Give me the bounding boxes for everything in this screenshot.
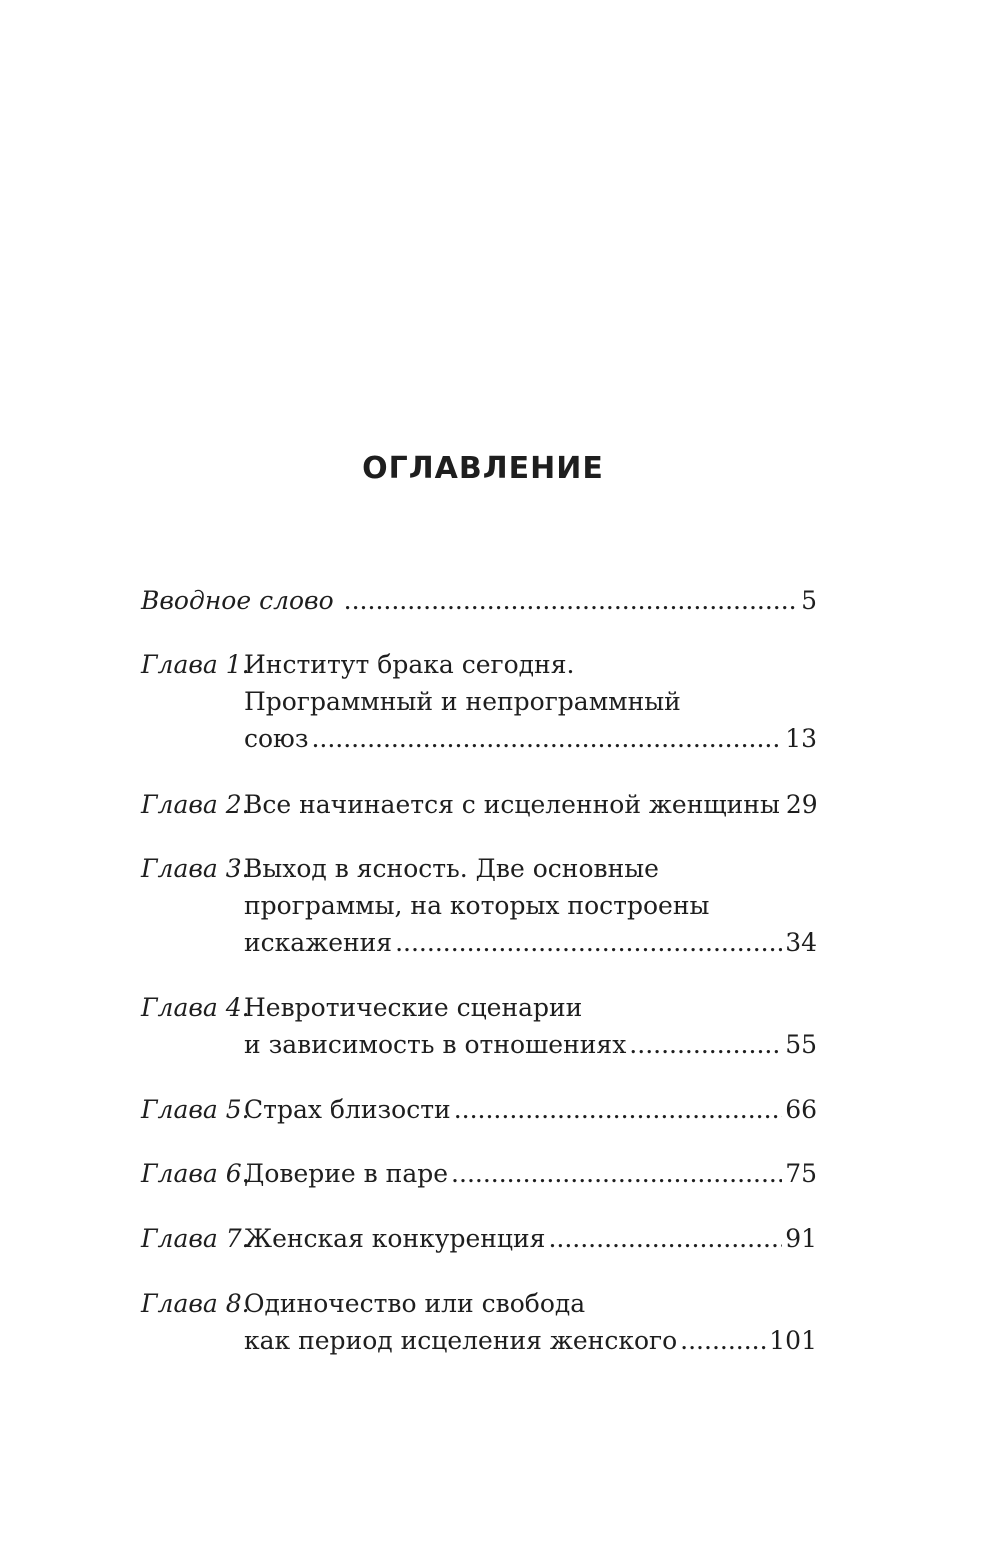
page-number: 34 xyxy=(785,928,817,957)
chapter-prefix: Глава 2. xyxy=(141,790,250,819)
page-number: 101 xyxy=(769,1326,817,1355)
dot-leader xyxy=(451,1155,782,1192)
page-number: 55 xyxy=(785,1030,817,1059)
dot-leader xyxy=(548,1220,782,1257)
chapter-title-line: Женская конкуренция xyxy=(244,1224,546,1253)
chapter-title-line: Страх близости xyxy=(244,1095,451,1124)
dot-leader xyxy=(454,1091,782,1128)
toc-entry-chapter-8[interactable] xyxy=(141,1285,817,1359)
page-number: 91 xyxy=(785,1224,817,1253)
toc-line xyxy=(244,786,817,823)
chapter-title-line: искажения xyxy=(244,928,393,957)
dot-leader xyxy=(629,1026,782,1063)
chapter-prefix: Глава 1. xyxy=(141,650,250,679)
chapter-title-line: Невротические сценарии xyxy=(244,993,583,1022)
toc-line xyxy=(244,1091,817,1128)
toc-entry-body xyxy=(244,850,817,961)
chapter-prefix: Глава 7. xyxy=(141,1224,250,1253)
dot-leader xyxy=(395,924,782,961)
toc-line xyxy=(141,582,817,619)
toc-line xyxy=(244,924,817,961)
toc-line xyxy=(244,1322,817,1359)
toc-entry-chapter-5[interactable] xyxy=(141,1091,817,1128)
chapter-title-line: Выход в ясность. Две основные xyxy=(244,854,659,883)
chapter-title-line: программы, на которых построены xyxy=(244,891,710,920)
page-number: 29 xyxy=(785,790,818,819)
page-number: 13 xyxy=(785,724,817,753)
toc-line xyxy=(244,1026,817,1063)
toc-entry-chapter-4[interactable] xyxy=(141,989,817,1063)
toc-entry-body xyxy=(141,582,817,619)
toc-entry-body xyxy=(244,1091,817,1128)
chapter-title-line: Все начинается с исцеленной женщины xyxy=(244,790,780,819)
chapter-prefix: Глава 3. xyxy=(141,854,250,883)
toc-entry-chapter-3[interactable] xyxy=(141,850,817,961)
chapter-prefix: Глава 6. xyxy=(141,1159,250,1188)
toc-entry-intro[interactable] xyxy=(141,582,817,619)
page-title: ОГЛАВЛЕНИЕ xyxy=(362,451,604,486)
chapter-title-line: Программный и непрограммный xyxy=(244,687,681,716)
dot-leader xyxy=(311,720,782,757)
intro-label: Вводное слово xyxy=(141,586,334,615)
chapter-title-line: и зависимость в отношениях xyxy=(244,1030,627,1059)
chapter-prefix: Глава 8. xyxy=(141,1289,250,1318)
page-number: 5 xyxy=(801,586,817,615)
chapter-prefix: Глава 4. xyxy=(141,993,250,1022)
toc-entry-chapter-1[interactable] xyxy=(141,646,817,757)
toc-entry-body xyxy=(244,1155,817,1192)
toc-entry-body xyxy=(244,1220,817,1257)
toc-line xyxy=(244,720,817,757)
toc-entry-body xyxy=(244,1285,817,1359)
toc-entry-body xyxy=(244,646,817,757)
chapter-title-line: Институт брака сегодня. xyxy=(244,650,575,679)
toc-entry-body xyxy=(244,989,817,1063)
dot-leader xyxy=(680,1322,766,1359)
chapter-title-line: Доверие в паре xyxy=(244,1159,449,1188)
toc-entry-body xyxy=(244,786,817,823)
chapter-prefix: Глава 5. xyxy=(141,1095,250,1124)
page-number: 66 xyxy=(785,1095,817,1124)
chapter-title-line: как период исцеления женского xyxy=(244,1326,678,1355)
page-number: 75 xyxy=(785,1159,817,1188)
toc-line xyxy=(244,1155,817,1192)
toc-entry-chapter-6[interactable] xyxy=(141,1155,817,1192)
toc-entry-chapter-2[interactable] xyxy=(141,786,817,823)
chapter-title-line: союз xyxy=(244,724,309,753)
chapter-title-line: Одиночество или свобода xyxy=(244,1289,586,1318)
dot-leader xyxy=(344,582,798,619)
toc-entry-chapter-7[interactable] xyxy=(141,1220,817,1257)
toc-line xyxy=(244,1220,817,1257)
